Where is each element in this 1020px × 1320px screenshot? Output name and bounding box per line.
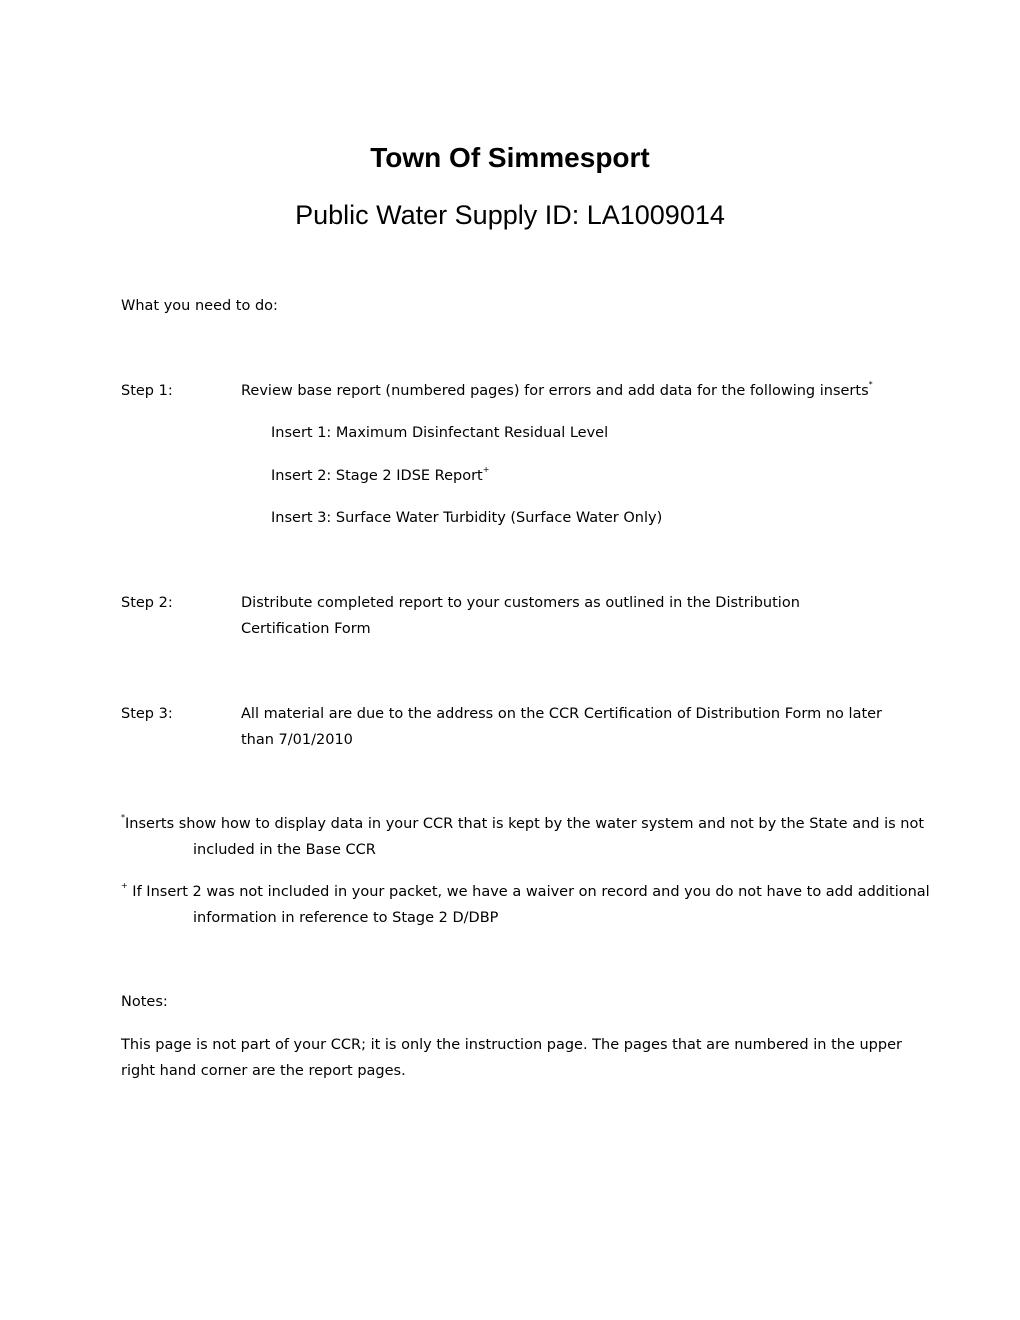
insert-3: Insert 3: Surface Water Turbidity (Surface Water Only)	[271, 510, 663, 526]
page-title: Town Of Simmesport	[370, 142, 650, 173]
step-3-label: Step 3:	[121, 706, 173, 722]
notes-text: This page is not part of your CCR; it is only the instruction page. The pages that are numbered in the upper right hand corner are the report pages.	[121, 1037, 902, 1079]
insert-1: Insert 1: Maximum Disinfectant Residual Level	[271, 425, 609, 441]
intro-text: What you need to do:	[121, 298, 278, 314]
step-1-text: Review base report (numbered pages) for errors and add data for the following inserts*	[241, 380, 873, 399]
footnote-asterisk: *Inserts show how to display data in your CCR that is kept by the water system and not by the State and is not included in the Base CCR	[121, 813, 925, 858]
asterisk-marker: *	[868, 380, 873, 389]
step-2-text: Distribute completed report to your customers as outlined in the Distribution Certification Form	[241, 595, 800, 637]
plus-marker: +	[482, 465, 490, 474]
insert-2: Insert 2: Stage 2 IDSE Report+	[271, 465, 490, 484]
water-supply-id: Public Water Supply ID: LA1009014	[295, 200, 725, 230]
plus-marker: +	[121, 881, 128, 890]
footnote-plus: + If Insert 2 was not included in your packet, we have a waiver on record and you do not have to add additional information in reference to Stage 2 D/DBP	[121, 881, 930, 926]
step-1-label: Step 1:	[121, 383, 173, 399]
step-2-label: Step 2:	[121, 595, 173, 611]
step-3-text: All material are due to the address on the CCR Certification of Distribution Form no later than 7/01/2010	[241, 706, 883, 748]
notes-heading: Notes:	[121, 994, 168, 1010]
asterisk-marker: *	[121, 813, 125, 822]
